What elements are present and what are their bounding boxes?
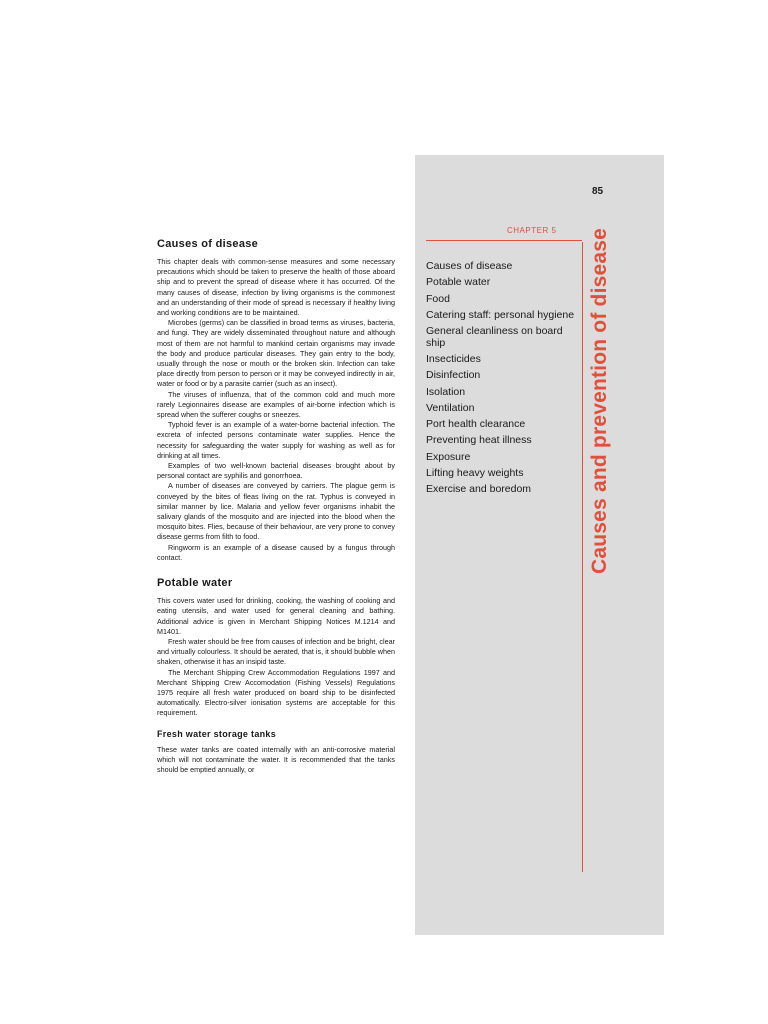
- chapter-title: Causes and prevention of disease: [588, 227, 611, 574]
- page-number: 85: [592, 186, 604, 197]
- section-causes-of-disease: [157, 238, 395, 563]
- toc-item: Food: [426, 292, 450, 305]
- paragraph: The Merchant Shipping Crew Accommodation Regulations 1997 and Merchant Shipping Crew Accomodation (Fishing Vessels) Regulations 1975 require all fresh water produced on board ship to be disinfected automatically. Electro-silver ionisation systems are acceptable for this requirement.: [157, 667, 395, 718]
- paragraph: This chapter deals with common-sense measures and some necessary precautions which should be taken to preserve the health of those aboard ship and to prevent the spread of disease where it has occurred. Of the many causes of disease, infection by living organisms is the commonest and an understanding of their mode of spread is necessary if healthy living and working conditions are to be maintained.: [157, 257, 395, 318]
- subsection-heading: Fresh water storage tanks: [157, 728, 277, 739]
- paragraph: Typhoid fever is an example of a water-borne bacterial infection. The excreta of infected persons contaminate water supplies. Hence the necessity for safeguarding the water supply for washing as well as for drinking at all times.: [157, 420, 395, 460]
- toc-item: Potable water: [426, 276, 491, 289]
- section-heading: Potable water: [157, 577, 233, 590]
- toc-item: Catering staff: personal hygiene: [426, 308, 575, 321]
- chapter-rule: [426, 240, 582, 241]
- paragraph: Fresh water should be free from causes of infection and be bright, clear and virtually colourless. It should be aerated, that is, it should bubble when shaken, otherwise it has an insipid taste.: [157, 636, 395, 667]
- paragraph: The viruses of influenza, that of the common cold and much more rarely Legionnaires disease are examples of air-borne infection which is spread when the sufferer coughs or sneezes.: [157, 389, 395, 420]
- paragraph: This covers water used for drinking, cooking, the washing of cooking and eating utensils, and water used for general cleaning and bathing. Additional advice is given in Merchant Shipping Notices M.1214 and M1401.: [157, 596, 395, 636]
- toc-item: Exercise and boredom: [426, 483, 532, 496]
- toc-item: Isolation: [426, 385, 466, 398]
- toc-item: Insecticides: [426, 352, 481, 365]
- toc-item: Causes of disease: [426, 260, 513, 272]
- section-potable-water: [157, 577, 395, 775]
- chapter-label: CHAPTER 5: [507, 226, 557, 235]
- vertical-rule: [582, 242, 583, 872]
- paragraph: A number of diseases are conveyed by carriers. The plague germ is conveyed by the bites of fleas living on the rat. Typhus is conveyed in similar manner by lice. Malaria and yellow fever organisms inhabit the salivary glands of the mosquito and are injected into the blood when the mosquito bites. Flies, because of their behaviour, are very prone to convey disease germs from filth to food.: [157, 481, 395, 542]
- paragraph: Ringworm is an example of a disease caused by a fungus through contact.: [157, 542, 395, 562]
- body-text-column: [157, 238, 395, 789]
- toc-item: Port health clearance: [426, 418, 526, 431]
- toc-item: Preventing heat illness: [426, 434, 532, 447]
- toc-item: General cleanliness on board ship: [426, 325, 563, 349]
- toc-item: Lifting heavy weights: [426, 467, 524, 480]
- toc-item: Exposure: [426, 450, 471, 463]
- paragraph: Microbes (germs) can be classified in broad terms as viruses, bacteria, and fungi. They are widely disseminated throughout nature and although most of them are not harmful to mankind certain organisms may invade the body and produce particular diseases. They gain entry to the body, usually through the nose or mouth or the broken skin. Infection can take place directly from person to person or it may be conveyed indirectly in air, water or food or by a parasite carrier (such as an insect).: [157, 318, 395, 389]
- section-heading: Causes of disease: [157, 238, 259, 250]
- toc-item: Disinfection: [426, 369, 481, 382]
- paragraph: These water tanks are coated internally with an anti-corrosive material which will not contaminate the water. It is recommended that the tanks should be emptied annually, or: [157, 744, 395, 774]
- paragraph: Examples of two well-known bacterial diseases brought about by personal contact are syphilis and gonorrhoea.: [157, 461, 395, 481]
- toc-item: Ventilation: [426, 401, 475, 414]
- chapter-contents-list: [426, 261, 576, 501]
